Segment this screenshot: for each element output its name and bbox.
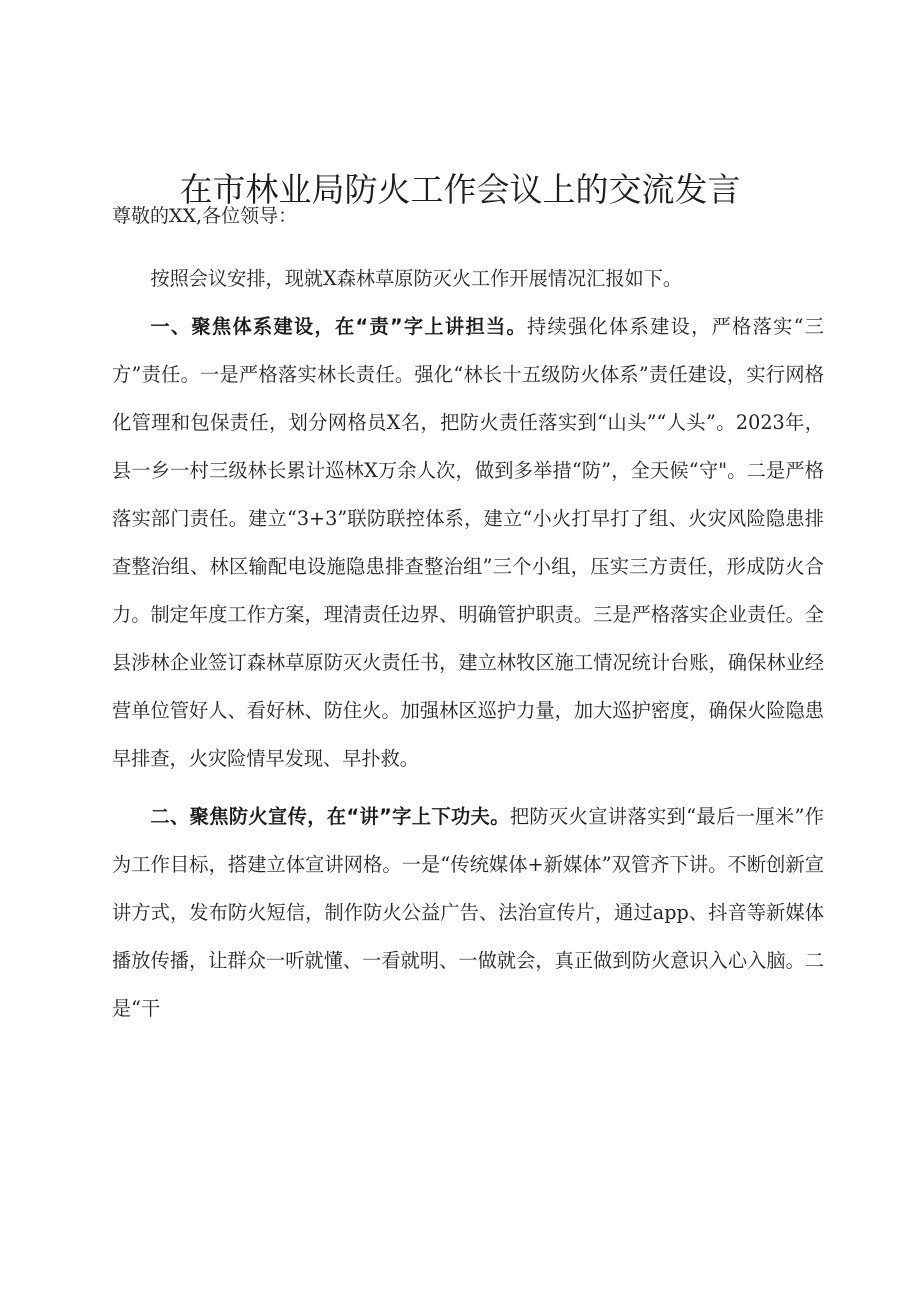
section-1-body: 持续强化体系建设，严格落实“三方”责任。一是严格落实林长责任。强化“林长十五级防火体系”责任建设，实行网格化管理和包保责任，划分网格员X名，把防火责任落实到“山头”“人头”。2023年，县一乡一村三级林长累计巡林X万余人次，做到多举措“防”，全天候“守"。二是严格落实部门责任。建立“3+3”联防联控体系，建立“小火打早打了组、火灾风险隐患排查整治组、林区输配电设施隐患排查整治组”三个小组，压实三方责任，形成防火合力。制定年度工作方案，理清责任边界、明确管护职责。三是严格落实企业责任。全县涉林企业签订森林草原防灭火责任书，建立林牧区施工情况统计台账，确保林业经营单位管好人、看好林、防住火。加强林区巡护力量，加大巡护密度，确保火险隐患早排查，火灾险情早发现、早扑救。 (112, 315, 824, 770)
section-2-body: 把防灭火宣讲落实到“最后一厘米”作为工作目标，搭建立体宣讲网格。一是“传统媒体+新媒体”双管齐下讲。不断创新宣讲方式，发布防火短信，制作防火公益广告、法治宣传片，通过app、抖音等新媒体播放传播，让群众一听就懂、一看就明、一做就会，真正做到防火意识入心入脑。二是“干 (112, 805, 824, 1020)
intro-paragraph: 按照会议安排，现就X森林草原防灭火工作开展情况汇报如下。 (150, 267, 683, 290)
section-1-paragraph (112, 303, 824, 783)
section-2-heading: 二、聚焦防火宣传，在“讲”字上下功夫。 (150, 805, 510, 828)
document-body (112, 255, 824, 1033)
salutation: 尊敬的XX,各位领导： (112, 205, 298, 227)
document-title: 在市林业局防火工作会议上的交流发言 (179, 170, 741, 209)
section-2-paragraph (112, 793, 824, 1033)
section-1-heading: 一、聚焦体系建设，在“责”字上讲担当。 (150, 315, 527, 338)
